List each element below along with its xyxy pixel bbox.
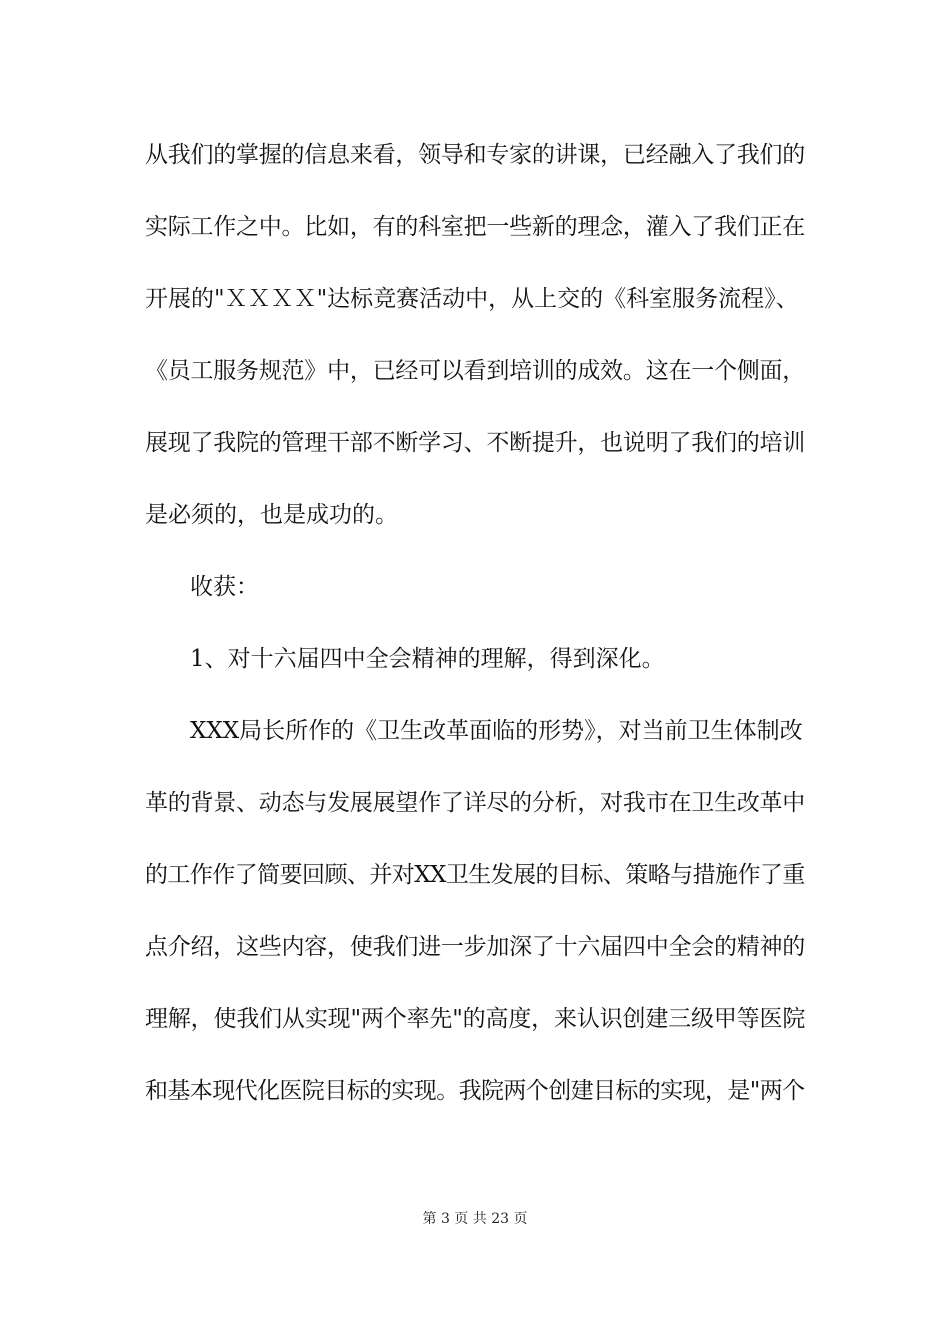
paragraph-line: 点介绍，这些内容，使我们进一步加深了十六届四中全会的精神的 <box>145 934 805 960</box>
paragraph-line: 《员工服务规范》中，已经可以看到培训的成效。这在一个侧面， <box>145 358 805 384</box>
paragraph-line: 从我们的掌握的信息来看，领导和专家的讲课，已经融入了我们的 <box>145 142 805 168</box>
paragraph-line: 的工作作了简要回顾、并对XX卫生发展的目标、策略与措施作了重 <box>145 862 805 888</box>
paragraph-line: 展现了我院的管理干部不断学习、不断提升，也说明了我们的培训 <box>145 430 805 456</box>
paragraph-line: 是必须的，也是成功的。 <box>145 502 398 528</box>
section-heading: 收获： <box>190 574 259 600</box>
paragraph-line: 革的背景、动态与发展展望作了详尽的分析，对我市在卫生改革中 <box>145 790 805 816</box>
paragraph-line: 和基本现代化医院目标的实现。我院两个创建目标的实现，是"两个 <box>145 1078 805 1104</box>
list-item: 1、对十六届四中全会精神的理解，得到深化。 <box>190 646 665 672</box>
page-number-footer: 第 3 页 共 23 页 <box>422 1211 528 1227</box>
paragraph-line: 理解，使我们从实现"两个率先"的高度，来认识创建三级甲等医院 <box>145 1006 806 1032</box>
paragraph-line: 实际工作之中。比如，有的科室把一些新的理念，灌入了我们正在 <box>145 214 805 240</box>
paragraph-line: XXX局长所作的《卫生改革面临的形势》，对当前卫生体制改 <box>190 718 803 744</box>
paragraph-line: 开展的"ＸＸＸＸ"达标竞赛活动中，从上交的《科室服务流程》、 <box>145 286 799 312</box>
